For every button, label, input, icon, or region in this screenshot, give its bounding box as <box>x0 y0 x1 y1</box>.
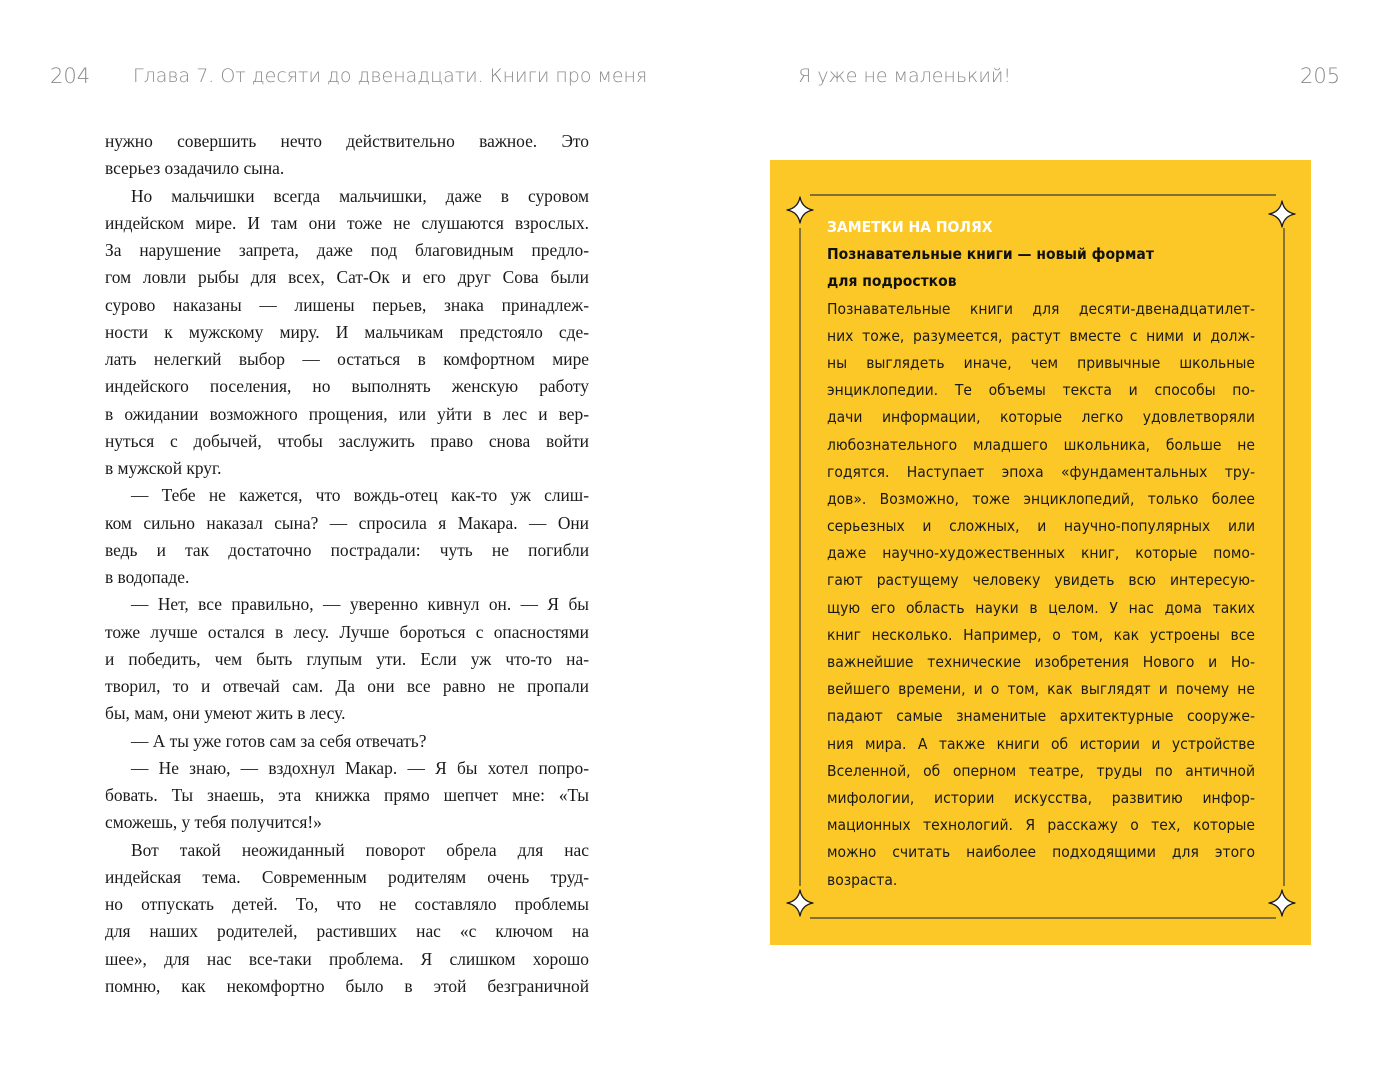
margin-notes-text-line: мифологии, истории искусства, развитию инфор- <box>827 788 1255 807</box>
margin-notes-text-line: любознательного младшего школьника, больше не <box>827 435 1255 454</box>
left-page-body <box>105 128 589 1000</box>
margin-notes-text-line: щую его область науки в целом. У нас дома таких <box>827 598 1255 617</box>
body-text-line: бовать. Ты знаешь, эта книжка прямо шепчет мне: «Ты <box>105 785 589 805</box>
body-text-line: индейском мире. И там они тоже не слушаются взрослых. <box>105 212 589 233</box>
body-text-line: — Тебе не кажется, что вождь-отец как-то уж слиш- <box>131 485 589 506</box>
margin-notes-text-line: ния мира. А также книги об истории и устройстве <box>827 734 1255 753</box>
body-text-line: ком сильно наказал сына? — спросила я Макара. — Они <box>105 512 589 533</box>
sparkle-icon <box>1269 201 1295 227</box>
margin-notes-text-line: гают растущему человеку увидеть всю интересую- <box>827 571 1255 590</box>
margin-notes-text-line: ны выглядеть иначе, чем привычные школьные <box>827 353 1255 372</box>
margin-notes-text-line: возраста. <box>827 870 898 889</box>
body-text-line: индейского поселения, но выполнять женскую работу <box>105 376 589 397</box>
margin-notes-text-line: мационных технологий. Я расскажу о тех, которые <box>827 816 1255 835</box>
margin-notes-text-line: дачи информации, которые легко удовлетворяли <box>827 408 1255 427</box>
body-text-line: всерьез озадачило сына. <box>105 158 285 179</box>
body-text-line: для наших родителей, растивших нас «с ключом на <box>105 921 589 942</box>
body-text-line: и победить, чем быть глупым ути. Если уж что-то на- <box>105 648 589 669</box>
body-text-line: — Не знаю, — вздохнул Макар. — Я бы хотел попро- <box>131 757 589 778</box>
body-text-line: гом ловли рыбы для всех, Сат-Ок и его друг Сова были <box>105 267 589 288</box>
body-text-line: — Нет, все правильно, — уверенно кивнул он. — Я бы <box>131 594 589 615</box>
margin-notes-text-line: энциклопедии. Те объемы текста и способы по- <box>827 381 1255 400</box>
margin-notes-text-line: Познавательные книги для десяти-двенадцатилет- <box>827 299 1255 318</box>
right-page-number: 205 <box>1300 64 1341 88</box>
body-text-line: Вот такой неожиданный поворот обрела для нас <box>131 839 589 860</box>
margin-notes-text-line: вейшего времени, и о том, как выглядят и почему не <box>827 680 1255 699</box>
body-text-line: шее», для нас все-таки проблема. Я слишком хорошо <box>105 948 589 969</box>
body-text-line: творил, то и отвечай сам. Да они все равно не пропали <box>105 676 589 696</box>
body-text-line: бы, мам, они умеют жить в лесу. <box>105 703 346 724</box>
body-text-line: нуться с добычей, чтобы заслужить право снова войти <box>105 430 589 451</box>
body-text-line: но отпускать детей. То, что не составляло проблемы <box>105 894 589 914</box>
margin-notes-text-line: можно считать наиболее подходящими для этого <box>827 843 1255 862</box>
body-text-line: в мужской круг. <box>105 458 222 478</box>
left-page-number: 204 <box>50 64 91 88</box>
body-text-line: — А ты уже готов сам за себя отвечать? <box>131 730 427 751</box>
margin-notes-text-line: годятся. Наступает эпоха «фундаментальных тру- <box>827 462 1255 481</box>
margin-notes-label: ЗАМЕТКИ НА ПОЛЯХ <box>827 218 993 236</box>
sparkle-icon <box>1269 890 1295 916</box>
margin-notes-text-line: важнейшие технические изобретения Нового и Но- <box>827 653 1255 672</box>
body-text-line: индейская тема. Современным родителям очень труд- <box>105 866 589 887</box>
right-running-head: Я уже не маленький! <box>798 65 1011 87</box>
margin-notes-title-line: для подростков <box>827 272 957 291</box>
body-text-line: ведь и так достаточно пострадали: чуть не погибли <box>105 539 589 560</box>
body-text-line: ности к мужскому миру. И мальчикам предстояло сде- <box>105 321 589 342</box>
margin-notes-text-line: дов». Возможно, тоже энциклопедий, только более <box>827 489 1255 508</box>
margin-notes-text-line: падают самые знаменитые архитектурные сооруже- <box>827 707 1255 726</box>
body-text-line: в ожидании возможного прощения, или уйти в лес и вер- <box>105 403 589 424</box>
body-text-line: тоже лучше остался в лесу. Лучше бороться с опасностями <box>105 621 589 642</box>
body-text-line: помню, как некомфортно было в этой безграничной <box>105 975 589 996</box>
margin-notes-box <box>770 160 1311 945</box>
body-text-line: сможешь, у тебя получится!» <box>105 812 322 833</box>
margin-notes-text-line: даже научно-художественных книг, которые помо- <box>827 544 1255 563</box>
body-text-line: За нарушение запрета, даже под благовидным предло- <box>105 240 589 260</box>
body-text-line: лать нелегкий выбор — остаться в комфортном мире <box>105 349 589 369</box>
body-text-line: в водопаде. <box>105 567 190 587</box>
margin-notes-title-line: Познавательные книги — новый формат <box>827 245 1154 264</box>
margin-notes-text-line: серьезных и сложных, и научно-популярных или <box>827 517 1255 536</box>
margin-notes-body <box>827 296 1255 894</box>
sparkle-icon <box>787 890 813 916</box>
body-text-line: сурово наказаны — лишены перьев, знака принадлеж- <box>105 294 589 315</box>
margin-notes-text-line: книг несколько. Например, о том, как устроены все <box>827 625 1255 644</box>
margin-notes-text-line: них тоже, разумеется, растут вместе с ними и долж- <box>827 326 1255 345</box>
left-running-head: Глава 7. От десяти до двенадцати. Книги про меня <box>133 65 648 87</box>
body-text-line: нужно совершить нечто действительно важное. Это <box>105 131 589 151</box>
margin-notes-content <box>827 214 1255 894</box>
sparkle-icon <box>787 197 813 223</box>
margin-notes-text-line: Вселенной, об оперном театре, труды по античной <box>827 761 1255 780</box>
body-text-line: Но мальчишки всегда мальчишки, даже в суровом <box>131 185 589 206</box>
